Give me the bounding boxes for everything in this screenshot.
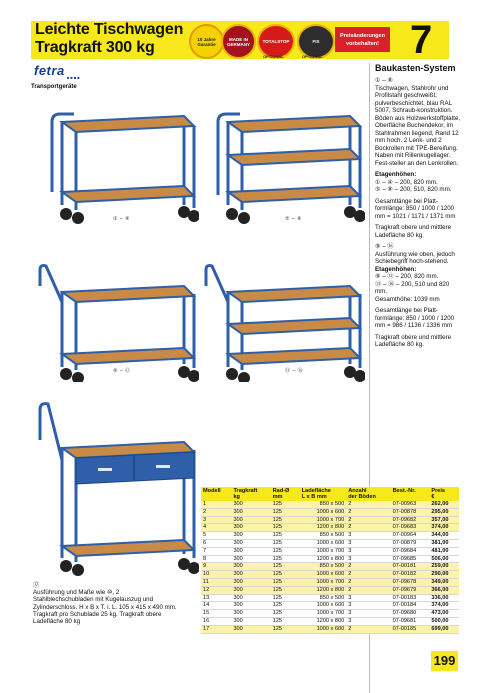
system-heading: Baukasten-System — [375, 63, 456, 73]
table-cell: 1000 x 600 — [300, 625, 347, 633]
chapter-number: 7 — [410, 18, 433, 62]
table-cell: 07-00964 — [391, 532, 430, 540]
table-cell: 3 — [346, 610, 390, 618]
table-cell: 300 — [231, 508, 270, 516]
table-header-row — [201, 487, 459, 501]
table-cell: 2 — [201, 508, 231, 516]
table-cell: 6 — [201, 539, 231, 547]
load-text: Tragkraft obere und mittlere Ladefläche 80 kg. — [375, 224, 452, 239]
table-cell: 300 — [231, 547, 270, 555]
table-cell: 4 — [201, 524, 231, 532]
table-cell: 850 x 500 — [300, 532, 347, 540]
illustration-caption: ⑬ – ⑯ — [285, 368, 304, 374]
table-cell: 1200 x 800 — [300, 617, 347, 625]
table-row — [201, 571, 459, 579]
table-row — [201, 555, 459, 563]
table-cell: 300 — [231, 594, 270, 602]
table-cell: 300 — [231, 602, 270, 610]
range-label: ⑨ – ⑯ — [375, 243, 394, 250]
table-cell: 300 — [231, 610, 270, 618]
table-cell: 07-00963 — [391, 501, 430, 508]
brand-logo: fetra — [34, 63, 65, 78]
table-cell: 12 — [201, 586, 231, 594]
heights-line: ⑬ – ⑯ – 200, 510 und 820 mm. — [375, 280, 450, 295]
table-cell: 07-09680 — [391, 610, 430, 618]
table-row — [201, 547, 459, 555]
table-cell: 300 — [231, 563, 270, 571]
table-cell: 125 — [271, 610, 300, 618]
table-cell: 2 — [346, 586, 390, 594]
variant-number: ⑰ — [33, 582, 40, 589]
price-note-line2: vorbehalten! — [345, 40, 379, 47]
table-cell: 07-09678 — [391, 578, 430, 586]
column-header: Preis € — [429, 487, 459, 501]
table-cell: 07-09682 — [391, 516, 430, 524]
table-cell: 125 — [271, 586, 300, 594]
column-header: Modell — [201, 487, 231, 501]
cart-illustration-2 — [200, 100, 365, 225]
brand-logo-dots: ■■■■ — [67, 75, 81, 80]
table-cell: 125 — [271, 602, 300, 610]
cart-illustration-1 — [34, 100, 199, 225]
table-cell: 9 — [201, 563, 231, 571]
column-header: Ladefläche L x B mm — [300, 487, 347, 501]
table-row — [201, 617, 459, 625]
fix-badge-icon: FIX — [297, 24, 335, 59]
system-description — [375, 63, 463, 353]
table-cell: 2 — [346, 578, 390, 586]
table-cell: 2 — [346, 501, 390, 508]
table-cell: 125 — [271, 539, 300, 547]
table-cell: 1000 x 600 — [300, 508, 347, 516]
heights-line: ⑤ – ⑧ – 200, 510, 820 mm. — [375, 186, 452, 193]
table-cell: 125 — [271, 501, 300, 508]
table-cell: 290,00 — [429, 571, 459, 579]
load-text: Tragkraft obere und mittlere Ladefläche 80 kg. — [375, 333, 452, 348]
table-row — [201, 532, 459, 540]
cart-illustration-3 — [34, 262, 199, 382]
table-cell: 07-09681 — [391, 617, 430, 625]
table-cell: 3 — [346, 617, 390, 625]
table-cell: 3 — [346, 602, 390, 610]
table-cell: 2 — [346, 625, 390, 633]
page-subtitle: Tragkraft 300 kg — [35, 39, 155, 56]
product-table — [201, 487, 459, 634]
table-cell: 07-00182 — [391, 571, 430, 579]
table-cell: 374,00 — [429, 602, 459, 610]
table-row — [201, 508, 459, 516]
length-text: Gesamtlänge bei Platt-formlänge: 850 / 1000 / 1200 mm = 986 / 1136 / 1336 mm — [375, 307, 455, 329]
table-cell: 2 — [346, 516, 390, 524]
table-cell: 300 — [231, 617, 270, 625]
table-cell: 3 — [346, 539, 390, 547]
table-cell: 500,00 — [429, 617, 459, 625]
table-cell: 300 — [231, 524, 270, 532]
guarantee-badge-icon: 10 Jahre Garantie — [189, 24, 224, 59]
table-cell: 8 — [201, 555, 231, 563]
table-row — [201, 578, 459, 586]
table-cell: 300 — [231, 578, 270, 586]
illustration-caption: ⑨ – ⑫ — [113, 368, 131, 374]
column-header: Anzahl der Böden — [346, 487, 390, 501]
table-cell: 07-09685 — [391, 555, 430, 563]
cart-with-drawers-illustration — [34, 400, 199, 580]
table-cell: 2 — [346, 508, 390, 516]
illustration-caption: ⑤ – ⑧ — [285, 216, 303, 222]
length-text: Gesamtlänge bei Platt-formlänge: 850 / 1000 / 1200 mm = 1021 / 1171 / 1371 mm — [375, 197, 456, 220]
table-cell: 1200 x 800 — [300, 586, 347, 594]
table-cell: 1000 x 700 — [300, 547, 347, 555]
table-cell: 336,00 — [429, 594, 459, 602]
table-cell: 125 — [271, 625, 300, 633]
table-cell: 2 — [346, 524, 390, 532]
table-cell: 699,00 — [429, 625, 459, 633]
table-cell: 3 — [201, 516, 231, 524]
table-cell: 1000 x 600 — [300, 571, 347, 579]
table-cell: 300 — [231, 571, 270, 579]
table-row — [201, 516, 459, 524]
table-cell: 381,00 — [429, 539, 459, 547]
table-cell: 07-00185 — [391, 625, 430, 633]
table-cell: 300 — [231, 539, 270, 547]
table-cell: 2 — [346, 571, 390, 579]
heights-label: Etagenhöhen: — [375, 171, 417, 178]
range-label: ① – ⑧ — [375, 77, 393, 84]
table-cell: 366,00 — [429, 586, 459, 594]
heights-label: Etagenhöhen: — [375, 265, 417, 273]
table-cell: 850 x 500 — [300, 563, 347, 571]
table-cell: 07-00878 — [391, 508, 430, 516]
table-row — [201, 501, 459, 508]
table-row — [201, 602, 459, 610]
table-cell: 7 — [201, 547, 231, 555]
total-height: Gesamthöhe: 1039 mm — [375, 295, 440, 303]
table-cell: 1000 x 700 — [300, 610, 347, 618]
table-cell: 300 — [231, 516, 270, 524]
table-row — [201, 524, 459, 532]
table-cell: 3 — [346, 594, 390, 602]
table-cell: 125 — [271, 563, 300, 571]
column-header: Best.-Nr. — [391, 487, 430, 501]
table-cell: 125 — [271, 547, 300, 555]
table-cell: 07-00181 — [391, 563, 430, 571]
table-cell: 125 — [271, 571, 300, 579]
table-cell: 259,00 — [429, 563, 459, 571]
table-cell: 357,00 — [429, 516, 459, 524]
table-cell: 125 — [271, 508, 300, 516]
table-cell: 15 — [201, 610, 231, 618]
variant-text: Ausführung und Maße wie ⑩, 2 Stahlblechschubladen mit Kugelauszug und Zylinderschloss. H x B x T. i. L. 105 x 415 x 490 mm. Tragkraft pro Schublade 25 kg. Tragkraft obere Ladefläche 80 kg — [33, 589, 177, 626]
table-cell: 1200 x 800 — [300, 555, 347, 563]
page-header — [0, 0, 480, 62]
table-cell: 1000 x 600 — [300, 539, 347, 547]
table-cell: 3 — [346, 532, 390, 540]
table-cell: 10 — [201, 571, 231, 579]
table-cell: 3 — [346, 547, 390, 555]
table-cell: 5 — [201, 532, 231, 540]
table-cell: 11 — [201, 578, 231, 586]
column-header: Tragkraft kg — [231, 487, 270, 501]
table-cell: 473,00 — [429, 610, 459, 618]
page-title: Leichte Tischwagen — [35, 21, 184, 38]
system-text: Ausführung wie oben, jedoch Schiebegriff hoch-stehend. — [375, 250, 455, 265]
price-change-note — [335, 27, 390, 52]
table-cell: 295,00 — [429, 508, 459, 516]
table-cell: 2 — [346, 563, 390, 571]
table-cell: 07-00879 — [391, 539, 430, 547]
table-row — [201, 586, 459, 594]
table-row — [201, 594, 459, 602]
table-cell: 374,00 — [429, 524, 459, 532]
table-cell: 300 — [231, 625, 270, 633]
table-cell: 07-09683 — [391, 524, 430, 532]
table-cell: 07-00184 — [391, 602, 430, 610]
table-cell: 1000 x 700 — [300, 578, 347, 586]
table-cell: 1 — [201, 501, 231, 508]
table-cell: 125 — [271, 578, 300, 586]
table-cell: 850 x 500 — [300, 501, 347, 508]
table-cell: 07-09679 — [391, 586, 430, 594]
table-cell: 349,00 — [429, 578, 459, 586]
table-cell: 262,00 — [429, 501, 459, 508]
table-cell: 125 — [271, 532, 300, 540]
table-cell: 481,00 — [429, 547, 459, 555]
table-cell: 300 — [231, 501, 270, 508]
optional-label: OPTIONAL — [302, 54, 323, 59]
table-cell: 17 — [201, 625, 231, 633]
table-cell: 1000 x 600 — [300, 602, 347, 610]
table-cell: 300 — [231, 532, 270, 540]
table-cell: 1000 x 700 — [300, 516, 347, 524]
system-text: Tischwagen, Stahlrohr und Profilstahl geschweißt, pulverbeschichtet, blau RAL 5007, Schraub-konstruktion. Böden aus Holzwerkstoffplatte, Oberfläche Buchendekor, im Stahlrahmen liegend, Rand 12 mm hoch. 2 Lenk- und 2 Bockrollen mit TPE-Bereifung. Naben mit Rillenkugellager. Fest-steller an den Lenkrollen. — [375, 84, 461, 167]
made-in-germany-badge-icon: MADE IN GERMANY — [221, 24, 256, 59]
heights-line: ① – ④ – 200, 820 mm. — [375, 178, 438, 186]
table-row — [201, 563, 459, 571]
table-cell: 07-00183 — [391, 594, 430, 602]
cart-illustration-4 — [200, 262, 365, 382]
page-number: 199 — [431, 651, 458, 671]
heights-line: ⑨ – ⑫ – 200, 820 mm. — [375, 273, 439, 280]
table-cell: 125 — [271, 617, 300, 625]
table-cell: 850 x 500 — [300, 594, 347, 602]
table-cell: 13 — [201, 594, 231, 602]
table-cell: 125 — [271, 555, 300, 563]
table-cell: 344,00 — [429, 532, 459, 540]
table-cell: 125 — [271, 516, 300, 524]
table-cell: 506,00 — [429, 555, 459, 563]
table-row — [201, 625, 459, 633]
totalstop-badge-icon: TOTALSTOP — [257, 24, 295, 59]
drawer-variant-description — [33, 582, 178, 625]
table-cell: 07-09684 — [391, 547, 430, 555]
price-note-line1: Preisänderungen — [340, 32, 385, 39]
table-row — [201, 539, 459, 547]
table-cell: 1200 x 800 — [300, 524, 347, 532]
table-row — [201, 610, 459, 618]
category-label: Transportgeräte — [31, 84, 77, 90]
table-cell: 300 — [231, 586, 270, 594]
table-cell: 14 — [201, 602, 231, 610]
table-cell: 300 — [231, 555, 270, 563]
table-cell: 3 — [346, 555, 390, 563]
column-header: Rad-Ø mm — [271, 487, 300, 501]
illustration-caption: ① – ④ — [113, 216, 131, 222]
table-cell: 125 — [271, 594, 300, 602]
table-cell: 16 — [201, 617, 231, 625]
table-cell: 125 — [271, 524, 300, 532]
optional-label: OPTIONAL — [263, 54, 284, 59]
